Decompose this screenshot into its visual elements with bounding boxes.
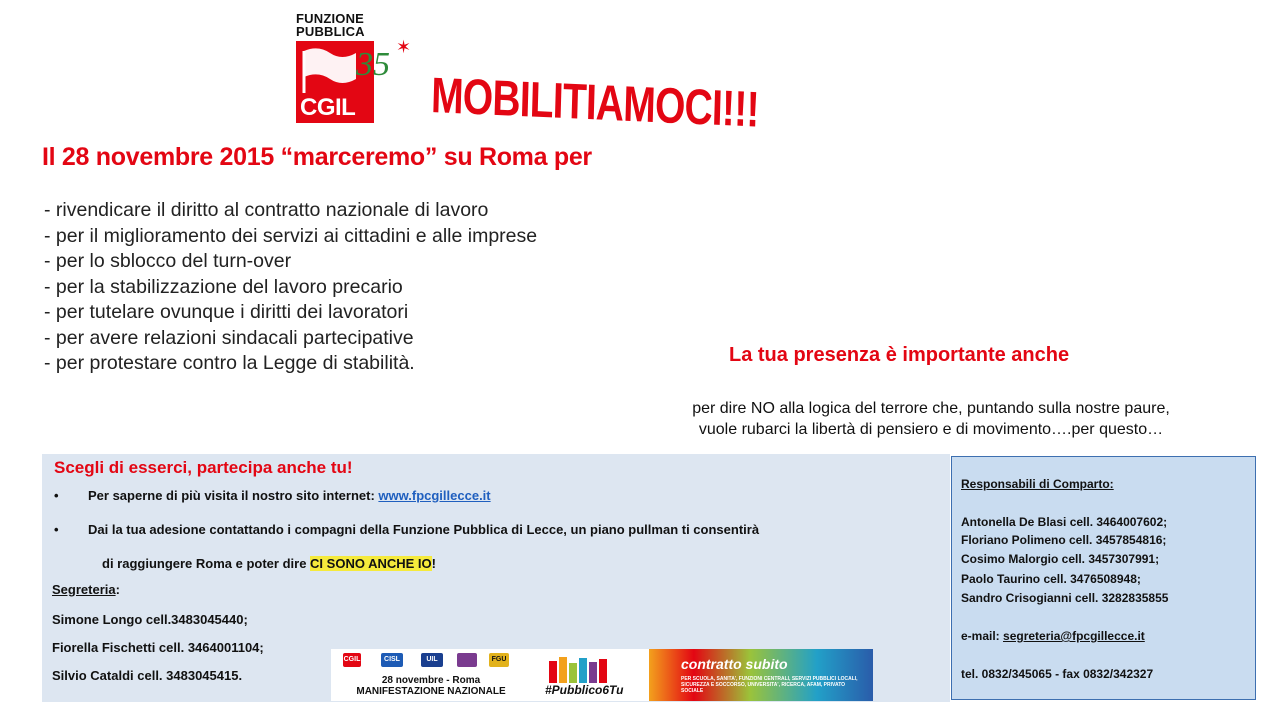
logo-line-2: PUBBLICA: [296, 24, 365, 39]
cisl-logo-icon: CISL: [381, 653, 403, 667]
reason-item: - per avere relazioni sindacali partecipative: [44, 326, 414, 349]
email-label: e-mail:: [961, 629, 1004, 643]
logo-brand: CGIL: [300, 94, 356, 121]
reason-item: - rivendicare il diritto al contratto nazionale di lavoro: [44, 199, 489, 221]
bullet-icon: •: [54, 522, 59, 537]
participation-title: Scegli di esserci, partecipa anche tu!: [54, 458, 353, 477]
responsabile-item: Paolo Taurino cell. 3476508948;: [961, 572, 1141, 586]
terror-line-2: vuole rubarci la libertà di pensiero e di movimento….per questo…: [698, 421, 1164, 438]
fp-cgil-logo: [294, 8, 416, 126]
fgu-logo-icon: FGU: [489, 653, 509, 667]
adhesion-line-2: [102, 556, 436, 571]
terror-line-1: per dire NO alla logica del terrore che, puntando sulla nostre paure,: [692, 400, 1170, 417]
terror-paragraph: [640, 398, 1222, 440]
logo-line-1: FUNZIONE: [296, 11, 365, 26]
email-link[interactable]: segreteria@fpcgillecce.it: [1003, 629, 1145, 643]
adhesion-line-1: Dai la tua adesione contattando i compagni della Funzione Pubblica di Lecce, un piano pullman ti consentirà: [88, 522, 760, 537]
segreteria-colon: :: [115, 582, 120, 597]
reason-item: - per tutelare ovunque i diritti dei lavoratori: [44, 301, 409, 323]
website-link[interactable]: www.fpcgillecce.it: [378, 488, 491, 503]
reasons-list: [44, 198, 537, 377]
ci-sono-anche-io: CI SONO ANCHE IO: [310, 556, 432, 571]
reason-item: - per protestare contro la Legge di stabilità.: [44, 352, 415, 374]
headline: Il 28 novembre 2015 “marceremo” su Roma per: [42, 143, 592, 171]
banner-date-line-2: MANIFESTAZIONE NAZIONALE: [356, 686, 506, 697]
reason-item: - per il miglioramento dei servizi ai cittadini e alle imprese: [44, 224, 538, 247]
segreteria-text: Segreteria: [52, 582, 116, 597]
banner-date: [331, 675, 531, 697]
responsabile-item: Cosimo Malorgio cell. 3457307991;: [961, 552, 1160, 566]
contact-item: Simone Longo cell.3483045440;: [52, 612, 248, 627]
website-line: [88, 488, 491, 503]
contact-item: Silvio Cataldi cell. 3483045415.: [52, 668, 243, 683]
event-banner: [331, 649, 873, 701]
responsabili-title: Responsabili di Comparto:: [961, 477, 1114, 491]
bullet-icon: •: [54, 488, 59, 503]
banner-hashtag: #Pubblico6Tu: [545, 683, 624, 697]
contact-item: Fiorella Fischetti cell. 3464001104;: [52, 640, 264, 655]
responsabile-item: Antonella De Blasi cell. 3464007602;: [961, 515, 1168, 529]
responsabile-item: Sandro Crisogianni cell. 3282835855: [961, 591, 1169, 605]
reason-item: - per la stabilizzazione del lavoro precario: [44, 275, 403, 298]
page-title: MOBILITIAMOCI!!!: [430, 66, 760, 138]
email-line: [961, 629, 1145, 643]
banner-contratto: contratto subito: [681, 656, 788, 672]
banner-sectors: PER SCUOLA, SANITA', FUNZIONI CENTRALI, SERVIZI PUBBLICI LOCALI, SICUREZZA E SOCCORSO, UNIVERSITA', RICERCA, AFAM, PRIVATO SOCIALE: [681, 676, 858, 694]
reason-item: - per lo sblocco del turn-over: [44, 250, 292, 272]
uil-logo-icon: UIL: [421, 653, 443, 667]
logo-anniversary: 35: [356, 46, 390, 83]
phone-line: tel. 0832/345065 - fax 0832/342327: [961, 667, 1154, 681]
union-logo-icon: [457, 653, 477, 667]
website-text: Per saperne di più visita il nostro sito internet:: [88, 488, 379, 503]
cgil-logo-icon: CGIL: [343, 653, 361, 667]
star-icon: ✶: [396, 37, 412, 57]
responsabile-item: Floriano Polimeno cell. 3457854816;: [961, 533, 1167, 547]
adhesion-text: di raggiungere Roma e poter dire: [102, 556, 311, 571]
adhesion-end: !: [431, 556, 436, 571]
segreteria-label: [52, 582, 120, 597]
responsabili-panel: [951, 456, 1256, 700]
presence-heading: La tua presenza è importante anche: [729, 344, 1070, 366]
banner-date-line-1: 28 novembre - Roma: [381, 675, 481, 686]
